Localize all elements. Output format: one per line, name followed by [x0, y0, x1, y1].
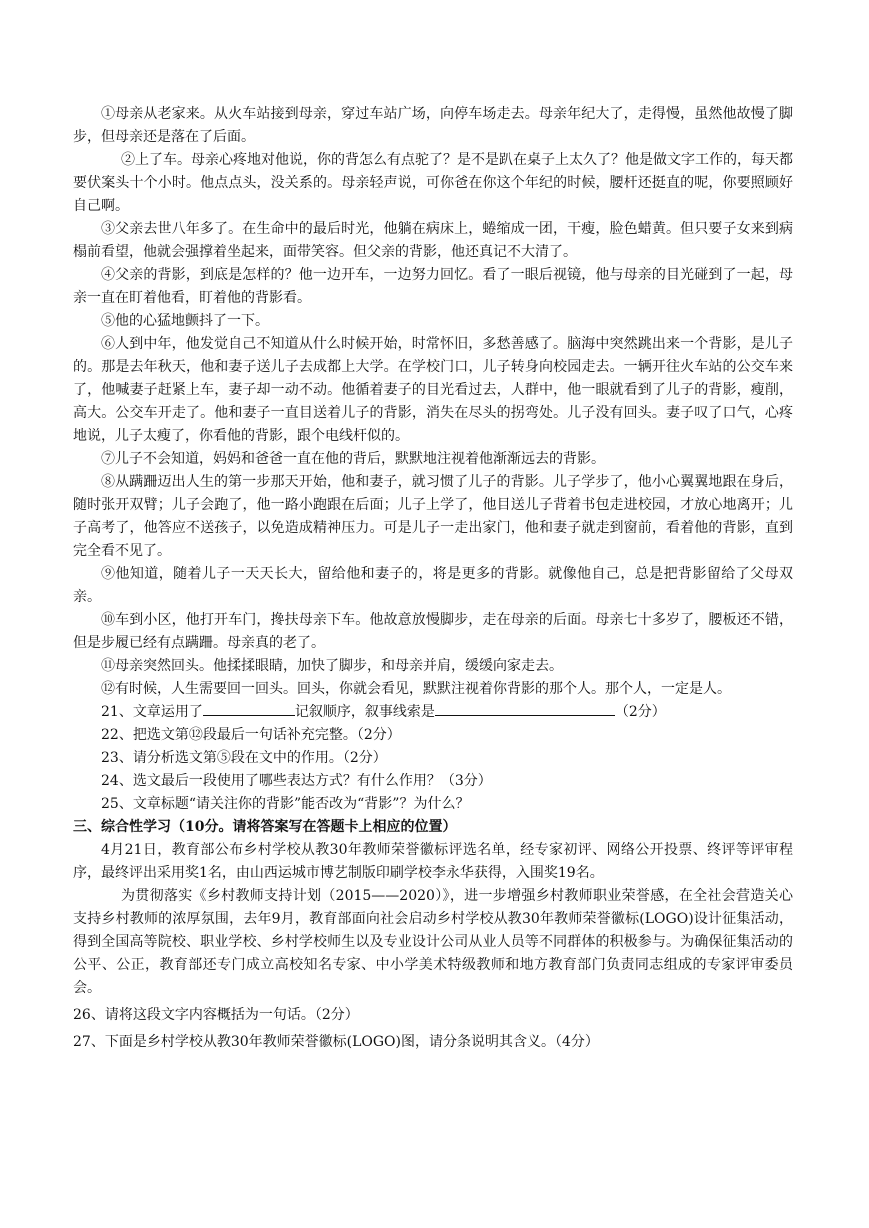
- reading-passage: [73, 103, 793, 1054]
- question-24: 24、选文最后一段使用了哪些表达方式？有什么作用？（3分）: [101, 773, 492, 789]
- paragraph-8: ⑧从蹒跚迈出人生的第一步那天开始，他和妻子，就习惯了儿子的背影。儿子学步了，他小心翼翼地跟在身后，随时张开双臂；儿子会跑了，他一路小跑跟在后面；儿子上学了，他目送儿子背着书包走进校园，才放心地离开；儿子高考了，他答应不送孩子，以免造成精神压力。可是儿子一走出家门，他和妻子就走到窗前，看着他的背影，直到完全看不见了。: [73, 474, 793, 559]
- question-26: 26、请将这段文字内容概括为一句话。（2分）: [73, 1007, 359, 1023]
- paragraph-11: ⑪母亲突然回头。他揉揉眼睛，加快了脚步，和母亲并肩，缓缓向家走去。: [101, 658, 563, 674]
- paragraph-9: ⑨他知道，随着儿子一天天长大，留给他和妻子的，将是更多的背影。就像他自己，总是把背影留给了父母双亲。: [73, 566, 793, 605]
- paragraph-5: ⑤他的心猛地颤抖了一下。: [101, 313, 269, 329]
- question-21-score: （2分）: [614, 704, 666, 720]
- paragraph-10: ⑩车到小区，他打开车门，搀扶母亲下车。他故意放慢脚步，走在母亲的后面。母亲七十多岁了，腰板还不错，但是步履已经有点蹒跚。母亲真的老了。: [73, 612, 793, 651]
- paragraph-2: ②上了车。母亲心疼地对他说，你的背怎么有点驼了？是不是趴在桌子上太久了？他是做文字工作的，每天都要伏案头十个小时。他点点头，没关系的。母亲轻声说，可你爸在你这个年纪的时候，腰杆还挺直的呢，你要照顾好自己啊。: [73, 152, 793, 214]
- paragraph-1: ①母亲从老家来。从火车站接到母亲，穿过车站广场，向停车场走去。母亲年纪大了，走得慢，虽然他故慢了脚步，但母亲还是落在了后面。: [73, 106, 793, 145]
- question-21-text-a: 21、文章运用了: [101, 704, 203, 720]
- question-21-text-b: 记叙顺序，叙事线索是: [294, 704, 435, 720]
- answer-blank-2[interactable]: [435, 701, 615, 716]
- paragraph-4: ④父亲的背影，到底是怎样的？他一边开车，一边努力回忆。看了一眼后视镜，他与母亲的目光碰到了一起，母亲一直在盯着他看，盯着他的背影看。: [73, 267, 793, 306]
- question-25: 25、文章标题“请关注你的背影”能否改为“背影”？为什么？: [101, 796, 470, 812]
- section-3-paragraph-2: 为贯彻落实《乡村教师支持计划（2015——2020）》，进一步增强乡村教师职业荣誉感，在全社会营造关心支持乡村教师的浓厚氛围，去年9月，教育部面向社会启动乡村学校从教30年教师荣誉徽标(LOGO)设计征集活动，得到全国高等院校、职业学校、乡村学校师生以及专业设计公司从业人员等不同群体的积极参与。为确保征集活动的公平、公正，教育部还专门成立高校知名专家、中小学美术特级教师和地方教育部门负责同志组成的专家评审委员会。: [73, 888, 793, 996]
- question-22: 22、把选文第⑫段最后一句话补充完整。（2分）: [101, 727, 401, 743]
- paragraph-7: ⑦儿子不会知道，妈妈和爸爸一直在他的背后，默默地注视着他渐渐远去的背影。: [101, 451, 605, 467]
- section-3-heading: 三、综合性学习（10分。请将答案写在答题卡上相应的位置）: [73, 819, 457, 835]
- answer-blank-1[interactable]: [203, 701, 295, 716]
- section-3-paragraph-1: 4月21日，教育部公布乡村学校从教30年教师荣誉徽标评选名单，经专家初评、网络公开投票、终评等评审程序，最终评出采用奖1名，由山西运城市博艺制版印刷学校李永华获得，入围奖19名。: [73, 842, 793, 881]
- paragraph-6: ⑥人到中年，他发觉自己不知道从什么时候开始，时常怀旧，多愁善感了。脑海中突然跳出来一个背影，是儿子的。那是去年秋天，他和妻子送儿子去成都上大学。在学校门口，儿子转身向校园走去。一辆开往火车站的公交车来了，他喊妻子赶紧上车，妻子却一动不动。他循着妻子的目光看过去，人群中，他一眼就看到了儿子的背影，瘦削，高大。公交车开走了。他和妻子一直目送着儿子的背影，消失在尽头的拐弯处。儿子没有回头。妻子叹了口气，心疼地说，儿子太瘦了，你看他的背影，跟个电线杆似的。: [73, 336, 793, 444]
- question-21: [73, 701, 793, 724]
- question-23: 23、请分析选文第⑤段在文中的作用。（2分）: [101, 750, 387, 766]
- question-27: 27、下面是乡村学校从教30年教师荣誉徽标(LOGO)图，请分条说明其含义。（4分）: [73, 1034, 599, 1050]
- paragraph-3: ③父亲去世八年多了。在生命中的最后时光，他躺在病床上，蜷缩成一团，干瘦，脸色蜡黄。但只要子女来到病榻前看望，他就会强撑着坐起来，面带笑容。但父亲的背影，他还真记不大清了。: [73, 221, 793, 260]
- paragraph-12: ⑫有时候，人生需要回一回头。回头，你就会看见，默默注视着你背影的那个人。那个人，一定是人。: [101, 681, 731, 697]
